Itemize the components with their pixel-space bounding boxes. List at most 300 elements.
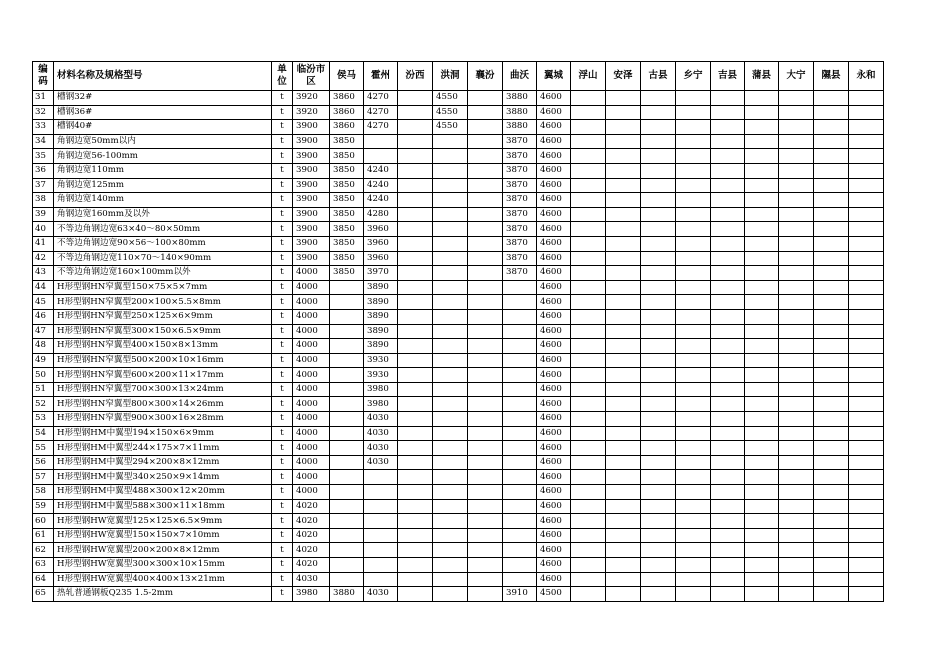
price-cell bbox=[468, 207, 503, 222]
price-cell bbox=[468, 470, 503, 485]
row-name: 不等边角钢边宽90×56～100×80mm bbox=[54, 236, 272, 251]
price-cell bbox=[745, 339, 779, 354]
price-cell bbox=[433, 266, 468, 281]
price-cell bbox=[503, 558, 537, 573]
price-cell bbox=[676, 514, 711, 529]
price-cell: 4000 bbox=[293, 426, 330, 441]
price-cell bbox=[745, 353, 779, 368]
price-cell: 3870 bbox=[503, 251, 537, 266]
price-cell bbox=[779, 353, 814, 368]
price-cell bbox=[779, 499, 814, 514]
price-cell bbox=[779, 543, 814, 558]
price-cell bbox=[330, 280, 364, 295]
row-unit: t bbox=[272, 251, 293, 266]
price-cell bbox=[571, 587, 606, 602]
price-cell bbox=[745, 572, 779, 587]
row-unit: t bbox=[272, 426, 293, 441]
price-cell bbox=[676, 426, 711, 441]
price-cell bbox=[606, 193, 641, 208]
price-cell: 4030 bbox=[364, 587, 398, 602]
price-cell: 4600 bbox=[537, 558, 571, 573]
price-cell bbox=[468, 295, 503, 310]
price-cell bbox=[814, 485, 849, 500]
price-cell bbox=[571, 251, 606, 266]
price-cell bbox=[814, 368, 849, 383]
price-cell bbox=[745, 558, 779, 573]
row-name: 角钢边宽56-100mm bbox=[54, 149, 272, 164]
price-cell bbox=[711, 324, 745, 339]
price-cell bbox=[711, 91, 745, 106]
price-cell bbox=[606, 441, 641, 456]
price-cell bbox=[676, 207, 711, 222]
price-cell bbox=[571, 382, 606, 397]
price-cell: 4280 bbox=[364, 207, 398, 222]
price-cell bbox=[364, 543, 398, 558]
price-cell bbox=[606, 280, 641, 295]
price-cell bbox=[779, 163, 814, 178]
price-cell bbox=[641, 587, 676, 602]
price-cell: 3890 bbox=[364, 339, 398, 354]
price-cell bbox=[814, 572, 849, 587]
price-cell: 4600 bbox=[537, 368, 571, 383]
price-cell bbox=[641, 528, 676, 543]
price-cell: 4000 bbox=[293, 324, 330, 339]
price-cell bbox=[468, 368, 503, 383]
price-cell: 4000 bbox=[293, 455, 330, 470]
price-cell bbox=[745, 543, 779, 558]
price-cell bbox=[745, 368, 779, 383]
header-region: 吉县 bbox=[711, 62, 745, 91]
price-cell: 3890 bbox=[364, 280, 398, 295]
price-cell bbox=[606, 353, 641, 368]
price-cell bbox=[814, 207, 849, 222]
row-name: 角钢边宽140mm bbox=[54, 193, 272, 208]
price-cell bbox=[364, 514, 398, 529]
price-cell bbox=[571, 528, 606, 543]
price-cell bbox=[711, 368, 745, 383]
price-cell bbox=[571, 324, 606, 339]
price-cell bbox=[849, 470, 884, 485]
price-cell bbox=[571, 193, 606, 208]
price-cell bbox=[571, 149, 606, 164]
price-cell bbox=[676, 134, 711, 149]
row-unit: t bbox=[272, 441, 293, 456]
price-cell bbox=[711, 485, 745, 500]
price-cell: 4600 bbox=[537, 485, 571, 500]
price-cell bbox=[711, 426, 745, 441]
price-cell bbox=[849, 397, 884, 412]
price-cell bbox=[745, 397, 779, 412]
price-cell bbox=[745, 193, 779, 208]
price-cell: 4270 bbox=[364, 91, 398, 106]
price-cell bbox=[814, 309, 849, 324]
price-cell: 4000 bbox=[293, 280, 330, 295]
header-region: 隰县 bbox=[814, 62, 849, 91]
price-cell bbox=[433, 528, 468, 543]
row-unit: t bbox=[272, 339, 293, 354]
price-cell bbox=[849, 558, 884, 573]
price-cell bbox=[779, 412, 814, 427]
price-cell bbox=[814, 441, 849, 456]
price-cell: 4600 bbox=[537, 441, 571, 456]
price-cell bbox=[433, 368, 468, 383]
price-cell bbox=[676, 91, 711, 106]
price-cell: 4030 bbox=[364, 441, 398, 456]
price-cell bbox=[571, 134, 606, 149]
row-code: 48 bbox=[33, 339, 54, 354]
row-name: H形型钢HN窄翼型700×300×13×24mm bbox=[54, 382, 272, 397]
price-cell: 4270 bbox=[364, 105, 398, 120]
price-cell bbox=[641, 382, 676, 397]
price-cell: 3980 bbox=[293, 587, 330, 602]
price-cell bbox=[330, 572, 364, 587]
price-cell bbox=[779, 587, 814, 602]
header-code: 编码 bbox=[33, 62, 54, 91]
price-cell bbox=[433, 455, 468, 470]
price-cell bbox=[571, 558, 606, 573]
price-cell bbox=[398, 339, 433, 354]
price-cell bbox=[711, 163, 745, 178]
price-cell: 4600 bbox=[537, 280, 571, 295]
price-cell: 3960 bbox=[364, 222, 398, 237]
price-cell bbox=[606, 485, 641, 500]
price-cell: 3870 bbox=[503, 266, 537, 281]
price-cell bbox=[503, 368, 537, 383]
price-cell bbox=[711, 572, 745, 587]
price-cell bbox=[398, 163, 433, 178]
row-name: H形型钢HN窄翼型600×200×11×17mm bbox=[54, 368, 272, 383]
price-cell bbox=[433, 558, 468, 573]
table-row bbox=[33, 207, 884, 222]
price-cell bbox=[814, 105, 849, 120]
header-region: 洪洞 bbox=[433, 62, 468, 91]
price-cell bbox=[779, 514, 814, 529]
price-cell bbox=[468, 572, 503, 587]
price-cell: 4600 bbox=[537, 470, 571, 485]
price-cell bbox=[433, 324, 468, 339]
price-cell: 4600 bbox=[537, 426, 571, 441]
price-cell bbox=[606, 587, 641, 602]
price-cell bbox=[711, 236, 745, 251]
price-cell bbox=[711, 441, 745, 456]
price-cell bbox=[676, 222, 711, 237]
row-name: H形型钢HW宽翼型300×300×10×15mm bbox=[54, 558, 272, 573]
price-cell bbox=[606, 397, 641, 412]
price-cell: 3890 bbox=[364, 324, 398, 339]
price-cell bbox=[503, 572, 537, 587]
price-cell bbox=[468, 193, 503, 208]
price-cell bbox=[606, 207, 641, 222]
price-cell: 4600 bbox=[537, 236, 571, 251]
table-row bbox=[33, 295, 884, 310]
price-cell bbox=[814, 280, 849, 295]
price-cell bbox=[364, 485, 398, 500]
header-region: 古县 bbox=[641, 62, 676, 91]
price-cell bbox=[814, 266, 849, 281]
price-cell: 3850 bbox=[330, 134, 364, 149]
price-cell: 3850 bbox=[330, 222, 364, 237]
price-cell bbox=[398, 236, 433, 251]
price-cell bbox=[711, 134, 745, 149]
price-cell: 3870 bbox=[503, 149, 537, 164]
price-cell bbox=[364, 134, 398, 149]
price-cell bbox=[711, 499, 745, 514]
price-cell bbox=[814, 514, 849, 529]
row-code: 33 bbox=[33, 120, 54, 135]
price-cell: 4550 bbox=[433, 105, 468, 120]
price-cell bbox=[433, 339, 468, 354]
price-cell bbox=[468, 397, 503, 412]
price-cell: 3960 bbox=[364, 236, 398, 251]
price-cell bbox=[779, 485, 814, 500]
row-code: 41 bbox=[33, 236, 54, 251]
price-cell: 3900 bbox=[293, 134, 330, 149]
row-name: H形型钢HM中翼型588×300×11×18mm bbox=[54, 499, 272, 514]
price-cell bbox=[814, 412, 849, 427]
price-table bbox=[32, 61, 884, 602]
price-cell bbox=[606, 412, 641, 427]
price-cell bbox=[641, 558, 676, 573]
price-cell: 4600 bbox=[537, 309, 571, 324]
price-cell bbox=[779, 222, 814, 237]
price-cell bbox=[779, 149, 814, 164]
price-cell bbox=[503, 397, 537, 412]
price-cell: 4600 bbox=[537, 543, 571, 558]
header-unit: 单位 bbox=[272, 62, 293, 91]
price-cell bbox=[571, 91, 606, 106]
price-cell bbox=[330, 397, 364, 412]
price-cell bbox=[779, 382, 814, 397]
row-code: 35 bbox=[33, 149, 54, 164]
price-cell bbox=[398, 91, 433, 106]
price-cell bbox=[571, 163, 606, 178]
price-cell bbox=[676, 280, 711, 295]
row-unit: t bbox=[272, 382, 293, 397]
price-cell bbox=[849, 163, 884, 178]
price-cell bbox=[641, 163, 676, 178]
price-cell bbox=[330, 426, 364, 441]
price-cell bbox=[745, 587, 779, 602]
table-row bbox=[33, 528, 884, 543]
price-cell: 4600 bbox=[537, 178, 571, 193]
price-cell bbox=[676, 528, 711, 543]
price-cell bbox=[814, 558, 849, 573]
price-cell bbox=[606, 149, 641, 164]
price-cell: 3920 bbox=[293, 105, 330, 120]
price-cell bbox=[676, 412, 711, 427]
price-cell: 3850 bbox=[330, 178, 364, 193]
price-cell bbox=[571, 368, 606, 383]
row-unit: t bbox=[272, 149, 293, 164]
price-cell bbox=[571, 426, 606, 441]
row-code: 53 bbox=[33, 412, 54, 427]
price-cell bbox=[398, 558, 433, 573]
row-name: 不等边角钢边宽63×40～80×50mm bbox=[54, 222, 272, 237]
price-cell bbox=[641, 251, 676, 266]
price-cell bbox=[779, 528, 814, 543]
price-cell bbox=[641, 91, 676, 106]
price-cell bbox=[641, 105, 676, 120]
price-cell bbox=[641, 339, 676, 354]
row-name: H形型钢HW宽翼型400×400×13×21mm bbox=[54, 572, 272, 587]
price-cell: 4000 bbox=[293, 470, 330, 485]
row-unit: t bbox=[272, 455, 293, 470]
price-cell bbox=[849, 587, 884, 602]
price-cell bbox=[571, 397, 606, 412]
price-cell bbox=[468, 105, 503, 120]
price-cell bbox=[849, 514, 884, 529]
price-cell: 4000 bbox=[293, 266, 330, 281]
price-cell bbox=[503, 455, 537, 470]
row-unit: t bbox=[272, 105, 293, 120]
row-unit: t bbox=[272, 193, 293, 208]
price-cell: 4600 bbox=[537, 455, 571, 470]
price-cell bbox=[676, 324, 711, 339]
price-cell bbox=[503, 499, 537, 514]
row-code: 39 bbox=[33, 207, 54, 222]
header-region: 襄汾 bbox=[468, 62, 503, 91]
price-cell bbox=[641, 149, 676, 164]
row-unit: t bbox=[272, 91, 293, 106]
row-unit: t bbox=[272, 324, 293, 339]
table-row bbox=[33, 514, 884, 529]
header-region: 临汾市区 bbox=[293, 62, 330, 91]
row-name: H形型钢HW宽翼型125×125×6.5×9mm bbox=[54, 514, 272, 529]
price-cell bbox=[641, 207, 676, 222]
row-unit: t bbox=[272, 412, 293, 427]
price-cell bbox=[849, 441, 884, 456]
row-unit: t bbox=[272, 178, 293, 193]
price-cell bbox=[779, 295, 814, 310]
table-row bbox=[33, 382, 884, 397]
price-cell bbox=[814, 120, 849, 135]
price-cell bbox=[676, 339, 711, 354]
row-name: H形型钢HN窄翼型250×125×6×9mm bbox=[54, 309, 272, 324]
price-cell bbox=[814, 222, 849, 237]
price-cell: 4000 bbox=[293, 382, 330, 397]
row-name: 槽钢36# bbox=[54, 105, 272, 120]
price-cell bbox=[468, 266, 503, 281]
price-cell bbox=[849, 572, 884, 587]
price-cell bbox=[398, 324, 433, 339]
price-cell bbox=[745, 455, 779, 470]
price-cell bbox=[330, 528, 364, 543]
price-cell bbox=[779, 266, 814, 281]
price-cell bbox=[433, 251, 468, 266]
price-cell bbox=[711, 295, 745, 310]
price-cell bbox=[571, 412, 606, 427]
price-cell bbox=[849, 295, 884, 310]
price-cell bbox=[711, 543, 745, 558]
price-cell: 4600 bbox=[537, 295, 571, 310]
price-cell: 4600 bbox=[537, 207, 571, 222]
price-cell bbox=[745, 266, 779, 281]
price-cell: 3850 bbox=[330, 236, 364, 251]
price-cell bbox=[676, 558, 711, 573]
price-cell: 3880 bbox=[503, 120, 537, 135]
price-cell bbox=[641, 309, 676, 324]
price-cell bbox=[779, 558, 814, 573]
price-cell bbox=[398, 441, 433, 456]
price-cell bbox=[814, 353, 849, 368]
row-code: 31 bbox=[33, 91, 54, 106]
price-cell bbox=[330, 339, 364, 354]
price-cell: 4020 bbox=[293, 514, 330, 529]
price-cell bbox=[330, 514, 364, 529]
price-cell bbox=[571, 543, 606, 558]
price-cell: 3850 bbox=[330, 163, 364, 178]
price-cell bbox=[433, 441, 468, 456]
price-cell: 3900 bbox=[293, 207, 330, 222]
price-cell bbox=[433, 193, 468, 208]
table-row bbox=[33, 441, 884, 456]
price-cell bbox=[398, 207, 433, 222]
price-cell bbox=[711, 266, 745, 281]
price-cell bbox=[433, 207, 468, 222]
price-cell bbox=[398, 309, 433, 324]
price-cell: 4000 bbox=[293, 353, 330, 368]
price-cell bbox=[849, 499, 884, 514]
price-cell: 4600 bbox=[537, 528, 571, 543]
price-cell bbox=[606, 105, 641, 120]
row-unit: t bbox=[272, 120, 293, 135]
price-cell bbox=[676, 251, 711, 266]
price-cell bbox=[641, 470, 676, 485]
row-code: 40 bbox=[33, 222, 54, 237]
price-cell bbox=[468, 455, 503, 470]
price-cell bbox=[814, 91, 849, 106]
price-cell bbox=[606, 222, 641, 237]
row-code: 44 bbox=[33, 280, 54, 295]
price-cell bbox=[606, 470, 641, 485]
price-cell bbox=[398, 295, 433, 310]
price-cell bbox=[779, 134, 814, 149]
price-cell bbox=[849, 455, 884, 470]
row-name: 热轧普通钢板Q235 1.5-2mm bbox=[54, 587, 272, 602]
price-cell bbox=[433, 412, 468, 427]
price-cell: 3980 bbox=[364, 397, 398, 412]
price-cell bbox=[468, 222, 503, 237]
price-cell bbox=[330, 295, 364, 310]
table-row bbox=[33, 178, 884, 193]
row-code: 34 bbox=[33, 134, 54, 149]
table-row bbox=[33, 368, 884, 383]
price-cell bbox=[433, 572, 468, 587]
price-cell bbox=[330, 412, 364, 427]
row-unit: t bbox=[272, 470, 293, 485]
price-cell bbox=[571, 105, 606, 120]
price-cell: 4030 bbox=[293, 572, 330, 587]
price-cell bbox=[849, 105, 884, 120]
price-cell bbox=[503, 339, 537, 354]
row-code: 42 bbox=[33, 251, 54, 266]
price-cell bbox=[745, 236, 779, 251]
price-cell bbox=[468, 499, 503, 514]
table-row bbox=[33, 455, 884, 470]
price-cell bbox=[849, 266, 884, 281]
price-cell bbox=[468, 120, 503, 135]
price-cell bbox=[711, 412, 745, 427]
price-cell: 3900 bbox=[293, 222, 330, 237]
price-cell bbox=[849, 236, 884, 251]
price-cell: 3920 bbox=[293, 91, 330, 106]
price-cell: 3890 bbox=[364, 309, 398, 324]
header-region: 翼城 bbox=[537, 62, 571, 91]
price-cell bbox=[503, 485, 537, 500]
price-cell bbox=[814, 528, 849, 543]
price-cell bbox=[503, 295, 537, 310]
price-cell bbox=[779, 426, 814, 441]
